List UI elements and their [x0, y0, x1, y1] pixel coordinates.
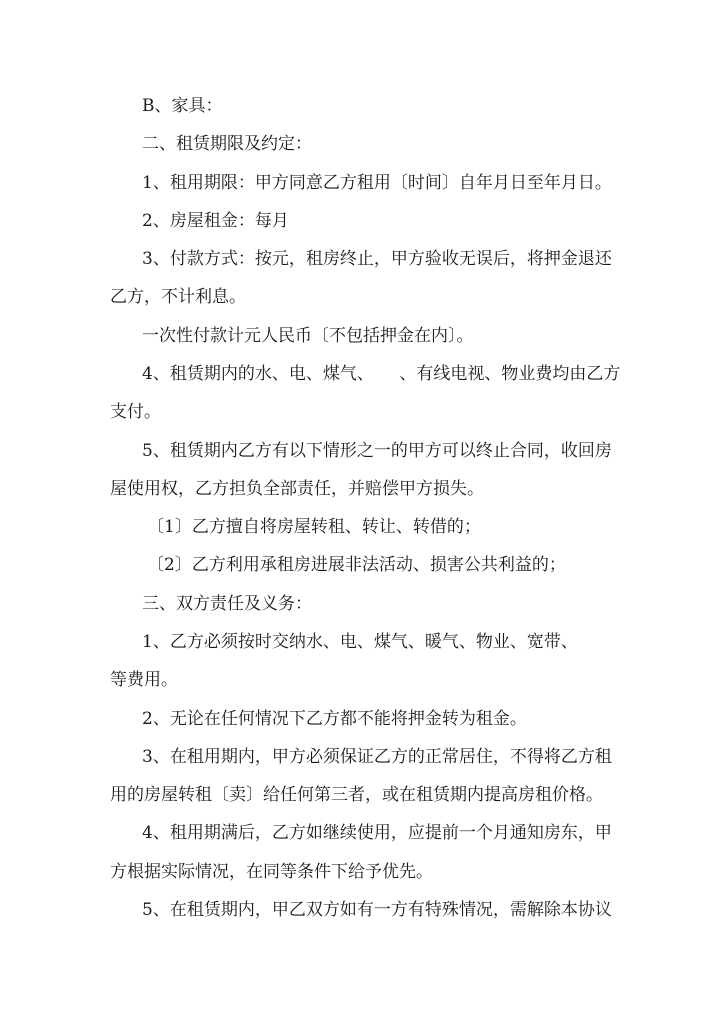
text-line: 〔1〕乙方擅自将房屋转租、转让、转借的；	[147, 517, 481, 537]
text-line: 〔2〕乙方利用承租房进展非法活动、损害公共利益的；	[147, 555, 566, 575]
text-line: 一次性付款计元人民币〔不包括押金在内〕。	[142, 326, 474, 346]
text-line: 等费用。	[110, 670, 178, 690]
text-line: 5、租赁期内乙方有以下情形之一的甲方可以终止合同，收回房	[142, 441, 612, 461]
text-line: 4、租用期满后，乙方如继续使用，应提前一个月通知房东，甲	[142, 823, 612, 843]
section-heading: 三、双方责任及义务：	[142, 594, 312, 614]
text-line: 1、租用期限：甲方同意乙方租用〔时间〕自年月日至年月日。	[142, 173, 612, 193]
text-line: 2、房屋租金：每月	[142, 211, 289, 231]
text-line: 1、乙方必须按时交纳水、电、煤气、暖气、物业、宽带、	[142, 632, 578, 652]
text-line: 支付。	[110, 402, 161, 422]
text-line: 乙方，不计利息。	[110, 287, 246, 307]
text-line: 2、无论在任何情况下乙方都不能将押金转为租金。	[142, 709, 527, 729]
text-line: 3、在租用期内，甲方必须保证乙方的正常居住，不得将乙方租	[142, 747, 612, 767]
text-line: 方根据实际情况，在同等条件下给予优先。	[110, 862, 433, 882]
text-line: 5、在租赁期内，甲乙双方如有一方有特殊情况，需解除本协议	[142, 900, 612, 920]
text-line: 3、付款方式：按元，租房终止，甲方验收无误后，将押金退还	[142, 249, 612, 269]
text-line: 屋使用权，乙方担负全部责任，并赔偿甲方损失。	[110, 479, 484, 499]
text-line: 4、租赁期内的水、电、煤气、 、有线电视、物业费均由乙方	[142, 364, 621, 384]
section-heading: 二、租赁期限及约定：	[142, 134, 312, 154]
text-line: B、家具：	[142, 96, 223, 116]
text-line: 用的房屋转租〔卖〕给任何第三者，或在租赁期内提高房租价格。	[110, 785, 603, 805]
